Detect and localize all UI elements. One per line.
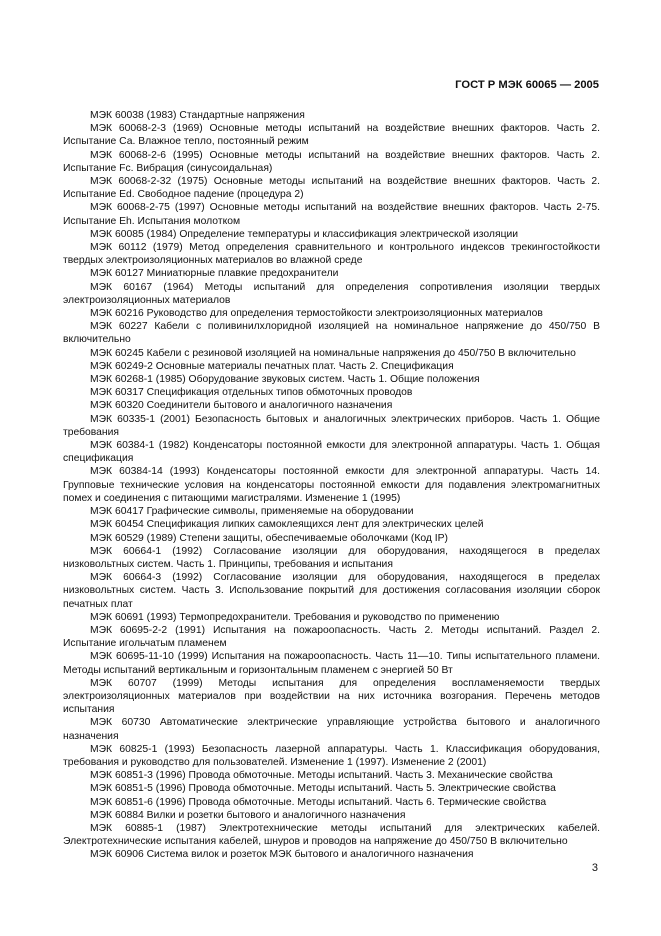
reference-item: МЭК 60695-11-10 (1999) Испытания на пожароопасность. Часть 11—10. Типы испытательного пламени. Методы испытаний вертикальным и горизонтальным пламенем с энергией 50 Вт [63, 651, 600, 676]
reference-item: МЭК 60038 (1983) Стандартные напряжения [90, 110, 305, 121]
reference-item: МЭК 60691 (1993) Термопредохранители. Требования и руководство по применению [90, 611, 500, 623]
reference-item: МЭК 60851-6 (1996) Провода обмоточные. Методы испытаний. Часть 6. Термические свойства [90, 796, 547, 808]
reference-item: МЭК 60068-2-3 (1969) Основные методы испытаний на воздействие внешних факторов. Часть 2. Испытание Са. Влажное тепло, постоянный режим [63, 123, 600, 148]
page-number: 3 [591, 862, 598, 874]
reference-item: МЭК 60664-1 (1992) Согласование изоляции для оборудования, находящегося в пределах низковольтных систем. Часть 1. Принципы, требования и испытания [63, 545, 600, 570]
reference-item: МЭК 60851-5 (1996) Провода обмоточные. Методы испытаний. Часть 5. Электрические свойства [90, 783, 556, 795]
reference-item: МЭК 60112 (1979) Метод определения сравнительного и контрольного индексов трекингостойкости твердых электроизоляционных материалов во влажной среде [63, 242, 600, 267]
reference-item: МЭК 60127 Миниатюрные плавкие предохранители [90, 268, 339, 280]
reference-item: МЭК 60085 (1984) Определение температуры и классификация электрической изоляции [90, 228, 519, 240]
reference-item: МЭК 60245 Кабели с резиновой изоляцией на номинальные напряжения до 450/750 В включительно [90, 347, 576, 359]
reference-list [63, 109, 600, 862]
reference-item: МЭК 60885-1 (1987) Электротехнические методы испытаний для электрических кабелей. Электротехнические испытания кабелей, шнуров и проводов на напряжение до 450/750 В включительно [63, 822, 600, 848]
reference-item: МЭК 60884 Вилки и розетки бытового и аналогичного назначения [90, 809, 406, 821]
reference-item: МЭК 60384-14 (1993) Конденсаторы постоянной емкости для электронной аппаратуры. Часть 14. Групповые технические условия на конденсаторы постоянной емкости для подавления электромагнитных помех и соединения с питающими магистралями. Изменение 1 (1995) [63, 466, 600, 504]
reference-item: МЭК 60335-1 (2001) Безопасность бытовых и аналогичных электрических приборов. Часть 1. Общие требования [63, 413, 600, 438]
reference-item: МЭК 60167 (1964) Методы испытаний для определения сопротивления изоляции твердых электроизоляционных материалов [63, 281, 600, 306]
reference-item: МЭК 60707 (1999) Методы испытания для определения воспламеняемости твердых электроизоляционных материалов при воздействии на них источника возгорания. Перечень методов испытания [63, 677, 600, 716]
reference-item: МЭК 60268-1 (1985) Оборудование звуковых систем. Часть 1. Общие положения [90, 374, 480, 386]
reference-item: МЭК 60664-3 (1992) Согласование изоляции для оборудования, находящегося в пределах низковольтных систем. Часть 3. Использование покрытий для достижения согласования изоляции сборок печатных плат [63, 572, 600, 610]
standard-header: ГОСТ Р МЭК 60065 — 2005 [455, 79, 599, 91]
reference-item: МЭК 60249-2 Основные материалы печатных плат. Часть 2. Спецификация [90, 360, 454, 372]
reference-item: МЭК 60068-2-32 (1975) Основные методы испытаний на воздействие внешних факторов. Часть 2. Испытание Ed. Свободное падение (процедура 2) [63, 176, 600, 201]
reference-item: МЭК 60695-2-2 (1991) Испытания на пожароопасность. Часть 2. Методы испытаний. Раздел 2. Испытание игольчатым пламенем [63, 624, 600, 650]
reference-item: МЭК 60227 Кабели с поливинилхлоридной изоляцией на номинальное напряжение до 450/750 В включительно [63, 321, 600, 346]
reference-item: МЭК 60384-1 (1982) Конденсаторы постоянной емкости для электронной аппаратуры. Часть 1. Общая спецификация [63, 440, 600, 465]
reference-item: МЭК 60825-1 (1993) Безопасность лазерной аппаратуры. Часть 1. Классификация оборудования, требования и руководство для пользователей. Изменение 1 (1997). Изменение 2 (2001) [63, 743, 600, 768]
reference-item: МЭК 60317 Спецификация отдельных типов обмоточных проводов [90, 387, 413, 399]
reference-item: МЭК 60216 Руководство для определения термостойкости электроизоляционных материалов [90, 308, 543, 320]
reference-item: МЭК 60454 Спецификация липких самоклеящихся лент для электрических целей [90, 519, 484, 531]
reference-item: МЭК 60529 (1989) Степени защиты, обеспечиваемые оболочками (Код IP) [90, 532, 449, 544]
reference-item: МЭК 60320 Соединители бытового и аналогичного назначения [90, 400, 393, 412]
reference-item: МЭК 60730 Автоматические электрические управляющие устройства бытового и аналогичного назначения [63, 717, 600, 742]
reference-item: МЭК 60906 Система вилок и розеток МЭК бытового и аналогичного назначения [90, 849, 474, 861]
reference-item: МЭК 60417 Графические символы, применяемые на оборудовании [90, 506, 414, 518]
reference-item: МЭК 60851-3 (1996) Провода обмоточные. Методы испытаний. Часть 3. Механические свойства [90, 770, 553, 782]
reference-item: МЭК 60068-2-6 (1995) Основные методы испытаний на воздействие внешних факторов. Часть 2. Испытание Fc. Вибрация (синусоидальная) [63, 149, 600, 174]
reference-item: МЭК 60068-2-75 (1997) Основные методы испытаний на воздействие внешних факторов. Часть 2-75. Испытание Eh. Испытания молотком [63, 202, 600, 227]
